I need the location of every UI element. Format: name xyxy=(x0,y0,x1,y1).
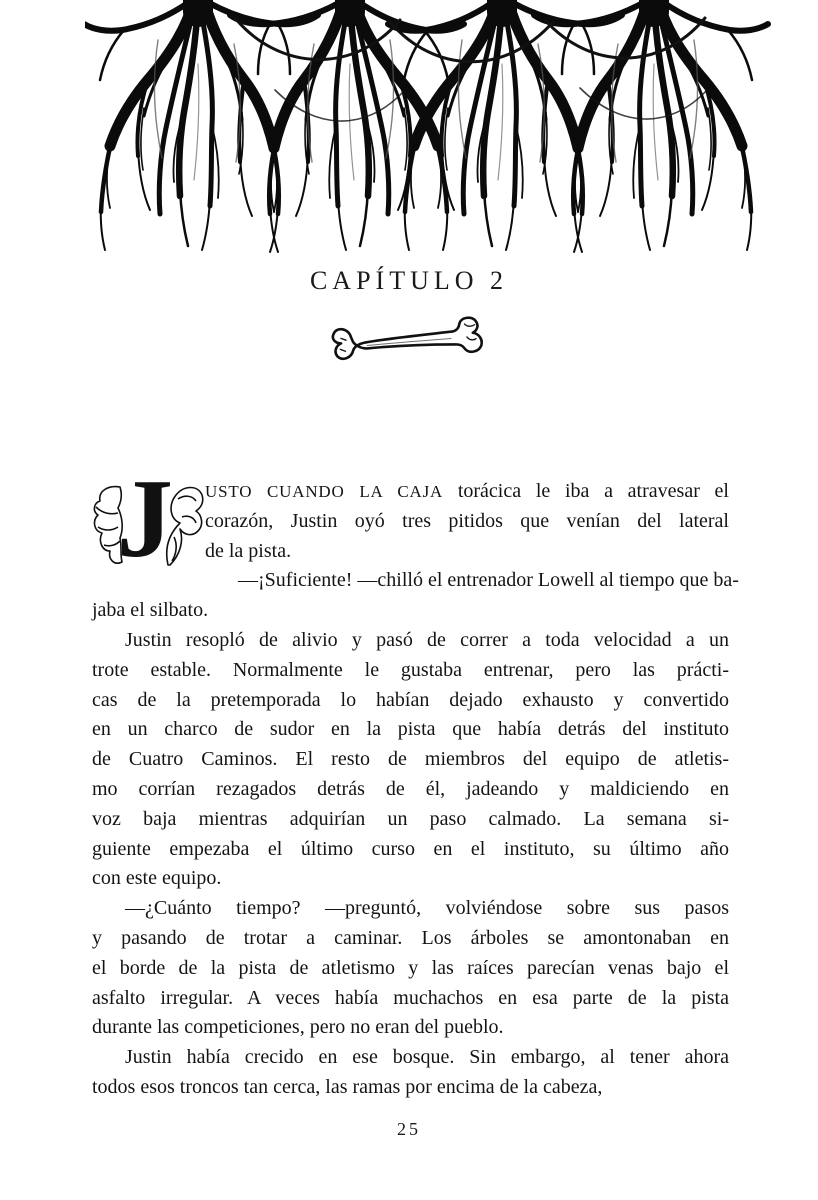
text-line: jaba el silbato. xyxy=(92,599,209,622)
text-line: de Cuatro Caminos. El resto de miembros del equipo de atletis- xyxy=(92,748,729,771)
text-line: guiente empezaba el último curso en el instituto, su último año xyxy=(92,837,729,860)
body-text xyxy=(92,457,739,1103)
page-number: 25 xyxy=(397,1119,421,1139)
text-line: Justin había crecido en ese bosque. Sin embargo, al tener ahora xyxy=(125,1046,729,1069)
text-line: el borde de la pista de atletismo y las raíces parecían venas bajo el xyxy=(92,956,729,979)
text-line: —¡Suficiente! —chilló el entrenador Lowell al tiempo que ba- xyxy=(238,569,739,592)
chapter-title: CAPÍTULO 2 xyxy=(309,266,509,295)
text-line: mo corrían rezagados detrás de él, jadeando y maldiciendo en xyxy=(92,777,729,800)
text-line: cas de la pretemporada lo habían dejado exhausto y convertido xyxy=(92,688,729,711)
text-line: Justin resopló de alivio y pasó de correr a toda velocidad a un xyxy=(125,628,729,651)
foliage-ornament-right-icon xyxy=(158,477,205,567)
paragraph xyxy=(92,1043,729,1103)
drop-cap-letter: J xyxy=(117,457,173,581)
paragraph xyxy=(92,566,739,626)
text-line: y pasando de trotar a caminar. Los árboles se amontonaban en xyxy=(92,926,729,949)
lead-small-caps: USTO CUANDO LA CAJA xyxy=(205,482,444,501)
text-line: en un charco de sudor en la pista que había detrás del instituto xyxy=(92,718,729,741)
text-line: USTO CUANDO LA CAJA torácica le iba a atravesar el xyxy=(205,480,729,502)
paragraph xyxy=(92,894,729,1043)
text-line: con este equipo. xyxy=(92,867,222,890)
text-line: asfalto irregular. A veces había muchachos en esa parte de la pista xyxy=(92,986,729,1009)
text-line: todos esos troncos tan cerca, las ramas por encima de la cabeza, xyxy=(92,1075,603,1098)
bone-divider-illustration xyxy=(328,313,490,365)
text-line: corazón, Justin oyó tres pitidos que venían del lateral xyxy=(205,509,729,532)
text-line: voz baja mientras adquirían un paso calmado. La semana si- xyxy=(92,807,729,830)
paragraph xyxy=(92,626,729,894)
tree-roots-illustration xyxy=(85,0,775,256)
text-line: —¿Cuánto tiempo? —preguntó, volviéndose sobre sus pasos xyxy=(125,897,729,920)
text-line: de la pista. xyxy=(205,539,292,562)
text-line: trote estable. Normalmente le gustaba entrenar, pero las prácti- xyxy=(92,658,729,681)
text-line: durante las competiciones, pero no eran del pueblo. xyxy=(92,1016,504,1039)
drop-cap xyxy=(92,457,205,581)
